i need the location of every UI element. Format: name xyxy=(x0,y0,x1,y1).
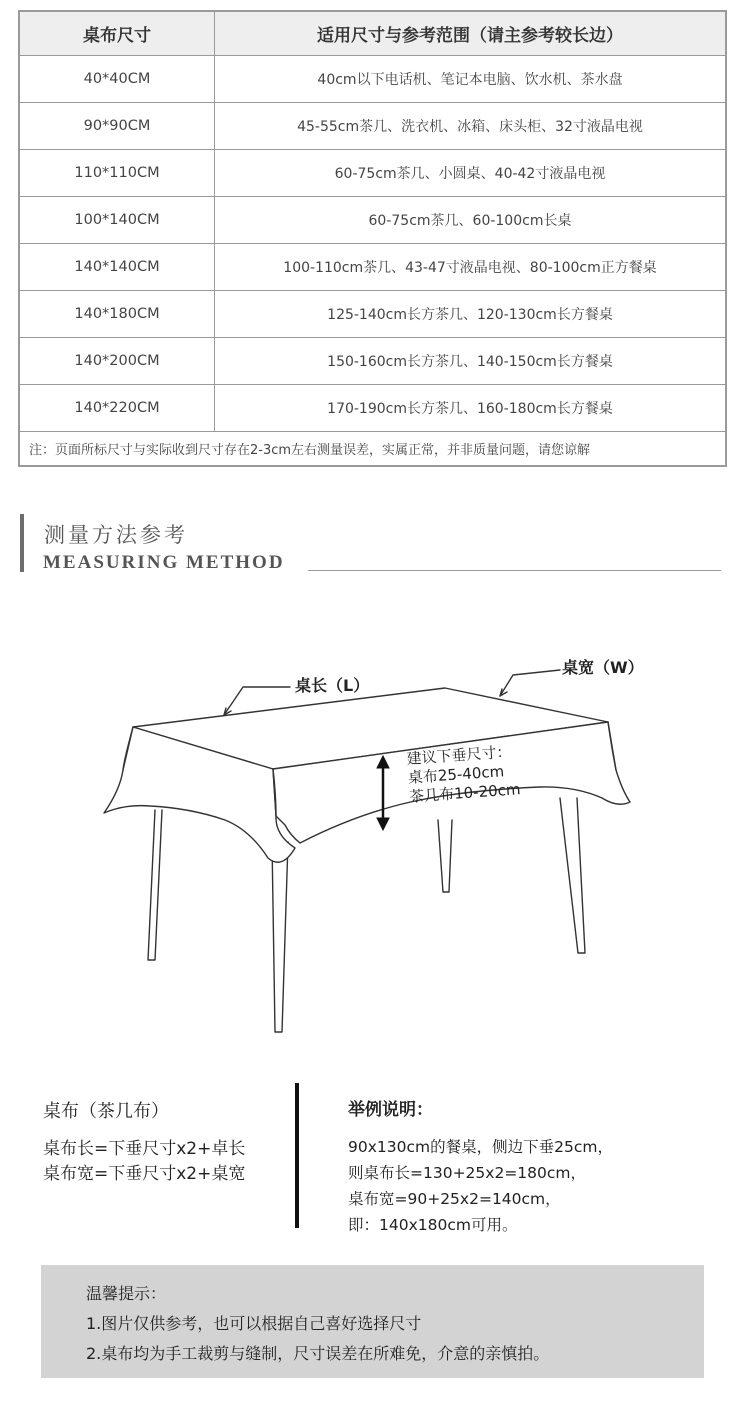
hang-size-note xyxy=(406,742,521,807)
header-size: 桌布尺寸 xyxy=(20,12,215,56)
row-usage: 150-160cm长方茶几、140-150cm长方餐桌 xyxy=(215,338,726,385)
section-title-cn: 测量方法参考 xyxy=(44,523,188,547)
header-usage: 适用尺寸与参考范围（请主参考较长边） xyxy=(215,12,726,56)
example-block xyxy=(348,1095,613,1238)
example-title: 举例说明： xyxy=(348,1100,433,1120)
section-divider-line xyxy=(308,570,721,571)
hang-table: 桌布25-40cm xyxy=(407,762,505,787)
row-usage: 100-110cm茶几、43-47寸液晶电视、80-100cm正方餐桌 xyxy=(215,244,726,291)
row-usage: 45-55cm茶几、洗衣机、冰箱、床头柜、32寸液晶电视 xyxy=(215,103,726,150)
tips-box xyxy=(41,1265,704,1378)
row-size: 100*140CM xyxy=(20,197,215,244)
width-pointer xyxy=(500,670,560,696)
formula-line: 桌布宽=下垂尺寸x2+桌宽 xyxy=(43,1164,246,1184)
table-leg xyxy=(438,820,452,892)
row-usage: 60-75cm茶几、小圆桌、40-42寸液晶电视 xyxy=(215,150,726,197)
example-line: 90x130cm的餐桌，侧边下垂25cm， xyxy=(348,1138,613,1156)
row-usage: 60-75cm茶几、60-100cm长桌 xyxy=(215,197,726,244)
table-row xyxy=(20,56,726,103)
table-row xyxy=(20,385,726,432)
row-size: 140*140CM xyxy=(20,244,215,291)
table-illustration xyxy=(0,630,750,1050)
table-leg xyxy=(272,842,288,1032)
section-title-en: MEASURING METHOD xyxy=(43,552,285,573)
row-size: 110*110CM xyxy=(20,150,215,197)
tablecloth-diagram xyxy=(0,630,750,1050)
example-line: 桌布宽=90+25x2=140cm， xyxy=(348,1190,561,1208)
row-size: 90*90CM xyxy=(20,103,215,150)
formula-title: 桌布（茶几布） xyxy=(43,1101,169,1122)
hang-title: 建议下垂尺寸： xyxy=(406,742,513,768)
table-row xyxy=(20,244,726,291)
row-size: 140*220CM xyxy=(20,385,215,432)
formula-line: 桌布长=下垂尺寸x2+卓长 xyxy=(43,1139,246,1159)
table-row xyxy=(20,291,726,338)
tip-line: 1.图片仅供参考，也可以根据自己喜好选择尺寸 xyxy=(86,1314,422,1333)
row-usage: 40cm以下电话机、笔记本电脑、饮水机、茶水盘 xyxy=(215,56,726,103)
row-usage: 170-190cm长方茶几、160-180cm长方餐桌 xyxy=(215,385,726,432)
table-length-label: 桌长（L） xyxy=(295,676,370,695)
table-row xyxy=(20,103,726,150)
table-leg xyxy=(148,810,162,960)
table-row xyxy=(20,197,726,244)
row-size: 40*40CM xyxy=(20,56,215,103)
table-leg xyxy=(560,798,585,953)
table-row xyxy=(20,338,726,385)
row-size: 140*200CM xyxy=(20,338,215,385)
size-table xyxy=(18,10,727,467)
section-accent-bar xyxy=(20,514,24,572)
table-header-row xyxy=(20,12,726,56)
tips-title: 温馨提示： xyxy=(86,1284,167,1303)
table-note-row xyxy=(20,432,726,466)
row-usage: 125-140cm长方茶几、120-130cm长方餐桌 xyxy=(215,291,726,338)
formula-block xyxy=(43,1097,245,1187)
measurement-note: 注：页面所标尺寸与实际收到尺寸存在2-3cm左右测量误差，实属正常，并非质量问题，请您谅解 xyxy=(20,432,726,466)
example-line: 则桌布长=130+25x2=180cm， xyxy=(348,1164,587,1182)
tip-line: 2.桌布均为手工裁剪与缝制，尺寸误差在所难免，介意的亲慎拍。 xyxy=(86,1344,550,1363)
vertical-divider xyxy=(295,1083,299,1228)
table-width-label: 桌宽（W） xyxy=(562,658,644,677)
hang-coffee: 茶几布10-20cm xyxy=(408,780,522,806)
table-row xyxy=(20,150,726,197)
example-line: 即：140x180cm可用。 xyxy=(348,1216,518,1234)
row-size: 140*180CM xyxy=(20,291,215,338)
